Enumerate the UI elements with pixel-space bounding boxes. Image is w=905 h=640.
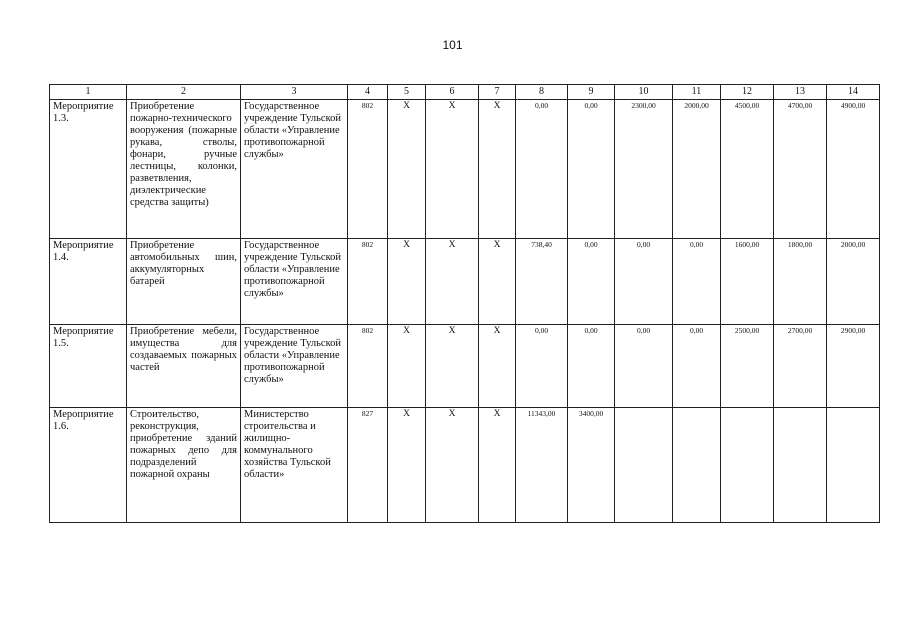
amount-cell: 738,40 bbox=[516, 239, 568, 325]
amount-cell: 2700,00 bbox=[774, 325, 827, 408]
amount-cell: 1600,00 bbox=[721, 239, 774, 325]
amount-cell: 0,00 bbox=[615, 239, 673, 325]
amount-cell: 0,00 bbox=[568, 239, 615, 325]
value-cell: X bbox=[479, 239, 516, 325]
table-row bbox=[50, 325, 880, 408]
amount-cell: 2000,00 bbox=[673, 100, 721, 239]
amount-cell: 1800,00 bbox=[774, 239, 827, 325]
amount-cell: 3400,00 bbox=[568, 408, 615, 523]
event-description-cell: Приобретение мебели, имущества для создаваемых пожарных частей bbox=[127, 325, 241, 408]
event-name-cell: Мероприятие 1.5. bbox=[50, 325, 127, 408]
amount-cell: 4500,00 bbox=[721, 100, 774, 239]
event-name-cell: Мероприятие 1.4. bbox=[50, 239, 127, 325]
code-cell: 802 bbox=[348, 239, 388, 325]
value-cell: X bbox=[388, 325, 426, 408]
budget-table bbox=[49, 84, 880, 523]
amount-cell: 2300,00 bbox=[615, 100, 673, 239]
amount-cell bbox=[774, 408, 827, 523]
amount-cell: 11343,00 bbox=[516, 408, 568, 523]
table-row bbox=[50, 100, 880, 239]
value-cell: X bbox=[388, 239, 426, 325]
executor-cell: Государственное учреждение Тульской области «Управление противопожарной службы» bbox=[241, 100, 348, 239]
value-cell: X bbox=[388, 408, 426, 523]
column-header: 4 bbox=[348, 85, 388, 100]
value-cell: X bbox=[426, 325, 479, 408]
amount-cell: 4900,00 bbox=[827, 100, 880, 239]
executor-cell: Министерство строительства и жилищно-коммунального хозяйства Тульской области» bbox=[241, 408, 348, 523]
amount-cell: 0,00 bbox=[673, 325, 721, 408]
amount-cell: 0,00 bbox=[568, 325, 615, 408]
amount-cell: 0,00 bbox=[516, 100, 568, 239]
amount-cell: 4700,00 bbox=[774, 100, 827, 239]
amount-cell bbox=[827, 408, 880, 523]
table-row bbox=[50, 239, 880, 325]
column-header: 8 bbox=[516, 85, 568, 100]
amount-cell: 2500,00 bbox=[721, 325, 774, 408]
event-name-cell: Мероприятие 1.3. bbox=[50, 100, 127, 239]
column-header: 14 bbox=[827, 85, 880, 100]
value-cell: X bbox=[479, 408, 516, 523]
code-cell: 827 bbox=[348, 408, 388, 523]
amount-cell bbox=[721, 408, 774, 523]
amount-cell: 2900,00 bbox=[827, 325, 880, 408]
value-cell: X bbox=[426, 100, 479, 239]
column-header: 11 bbox=[673, 85, 721, 100]
column-header: 1 bbox=[50, 85, 127, 100]
amount-cell bbox=[673, 408, 721, 523]
event-name-cell: Мероприятие 1.6. bbox=[50, 408, 127, 523]
column-header: 10 bbox=[615, 85, 673, 100]
value-cell: X bbox=[426, 239, 479, 325]
value-cell: X bbox=[479, 325, 516, 408]
code-cell: 802 bbox=[348, 325, 388, 408]
page-number: 101 bbox=[442, 38, 463, 52]
executor-cell: Государственное учреждение Тульской области «Управление противопожарной службы» bbox=[241, 239, 348, 325]
executor-cell: Государственное учреждение Тульской области «Управление противопожарной службы» bbox=[241, 325, 348, 408]
amount-cell: 0,00 bbox=[673, 239, 721, 325]
column-header: 6 bbox=[426, 85, 479, 100]
header-row bbox=[50, 85, 880, 100]
event-description-cell: Приобретение пожарно-технического вооружения (пожарные рукава, стволы, фонари, ручные лестницы, колонки, разветвления, диэлектрические средства защиты) bbox=[127, 100, 241, 239]
amount-cell: 2000,00 bbox=[827, 239, 880, 325]
code-cell: 802 bbox=[348, 100, 388, 239]
table-row bbox=[50, 408, 880, 523]
value-cell: X bbox=[388, 100, 426, 239]
column-header: 3 bbox=[241, 85, 348, 100]
value-cell: X bbox=[426, 408, 479, 523]
column-header: 7 bbox=[479, 85, 516, 100]
column-header: 5 bbox=[388, 85, 426, 100]
event-description-cell: Строительство, реконструкция, приобретение зданий пожарных депо для подразделений пожарной охраны bbox=[127, 408, 241, 523]
amount-cell: 0,00 bbox=[568, 100, 615, 239]
event-description-cell: Приобретение автомобильных шин, аккумуляторных батарей bbox=[127, 239, 241, 325]
column-header: 12 bbox=[721, 85, 774, 100]
amount-cell: 0,00 bbox=[615, 325, 673, 408]
column-header: 9 bbox=[568, 85, 615, 100]
column-header: 2 bbox=[127, 85, 241, 100]
amount-cell: 0,00 bbox=[516, 325, 568, 408]
value-cell: X bbox=[479, 100, 516, 239]
column-header: 13 bbox=[774, 85, 827, 100]
amount-cell bbox=[615, 408, 673, 523]
